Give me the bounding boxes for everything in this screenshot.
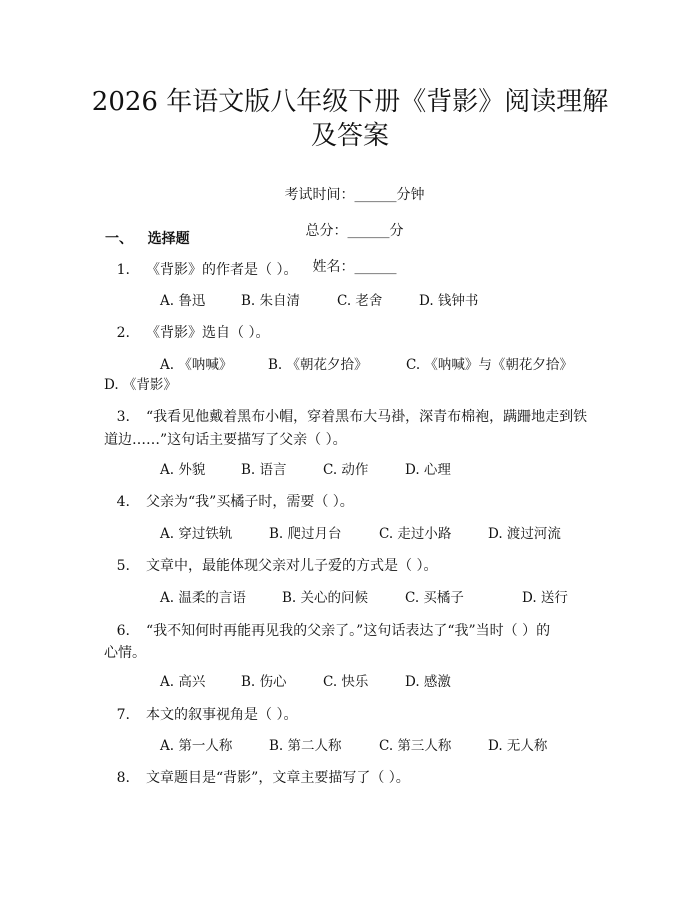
question-6-options [160,672,451,692]
question-number: 3. [116,409,130,425]
question-3 [104,406,596,429]
option-a: A. 《呐喊》 [160,357,233,373]
option-d: D. 心理 [405,462,451,478]
question-5 [104,555,596,578]
question-text: “我看见他戴着黑布小帽，穿着黑布大马褂，深青布棉袍，蹒跚地走到铁 [146,409,588,425]
question-7 [104,704,596,727]
option-c: C. 买橘子 [405,590,464,606]
option-c: C. 快乐 [323,674,369,690]
question-text: 文章中，最能体现父亲对儿子爱的方式是（ ）。 [146,558,438,574]
question-number: 4. [116,494,130,510]
option-d: D. 钱钟书 [419,293,479,309]
student-name-label: 姓名：______ [312,259,397,275]
option-d: D. 无人称 [488,738,548,754]
question-2-options [160,355,573,375]
question-number: 8. [116,770,130,786]
question-text: 《背影》选自（ ）。 [146,325,270,341]
question-3-continued [104,429,596,452]
option-d: D. 感激 [405,674,451,690]
question-number: 7. [116,707,130,723]
option-c: C. 第三人称 [379,738,452,754]
option-a: A. 温柔的言语 [160,590,246,606]
question-2-options-wrap [104,375,177,395]
exam-time-label: 考试时间：______分钟 [284,187,425,203]
option-c: C. 动作 [323,462,369,478]
option-a: A. 穿过铁轨 [160,526,233,542]
option-b: B. 第二人称 [269,738,342,754]
question-1 [104,259,596,282]
option-a: A. 鲁迅 [160,293,206,309]
question-number: 1. [116,262,130,278]
option-b: B. 关心的问候 [282,590,369,606]
page-title-line-1: 2026 年语文版八年级下册《背影》阅读理解 [91,87,609,117]
option-b: B. 朱自清 [241,293,301,309]
question-text: 父亲为“我”买橘子时，需要（ ）。 [146,494,354,510]
question-6 [104,620,596,643]
option-c: C. 《呐喊》与《朝花夕拾》 [406,357,573,373]
question-7-options [160,736,547,756]
total-score-label: 总分：______分 [305,223,404,239]
question-4 [104,491,596,514]
question-1-options [160,291,478,311]
question-text: “我不知何时再能再见我的父亲了。”这句话表达了“我”当时（ ）的 [146,623,551,639]
option-d: D. 渡过河流 [488,526,561,542]
option-b: B. 语言 [241,462,287,478]
option-a: A. 外貌 [160,462,206,478]
question-8 [104,767,596,790]
option-a: A. 第一人称 [160,738,233,754]
question-text: 本文的叙事视角是（ ）。 [146,707,298,723]
question-text: 《背影》的作者是（ ）。 [146,262,298,278]
option-c: C. 走过小路 [379,526,452,542]
question-5-options [160,588,568,608]
option-c: C. 老舍 [337,293,383,309]
question-3-options [160,460,451,480]
option-b: B. 爬过月台 [269,526,342,542]
section-heading: 一、 选择题 [105,231,190,247]
question-6-continued [104,642,596,665]
option-d: D. 《背影》 [104,377,177,393]
option-b: B. 《朝花夕拾》 [268,357,368,373]
page-title-line-2: 及答案 [310,121,389,151]
option-b: B. 伤心 [241,674,287,690]
question-text-continued: 心情。 [104,645,146,661]
question-2 [104,322,596,345]
option-d: D. 送行 [522,590,568,606]
question-number: 6. [116,623,130,639]
question-text: 文章题目是“背影”，文章主要描写了（ ）。 [146,770,410,786]
option-a: A. 高兴 [160,674,206,690]
question-number: 5. [116,558,130,574]
question-number: 2. [116,325,130,341]
question-4-options [160,524,561,544]
question-text-continued: 道边……”这句话主要描写了父亲（ ）。 [104,432,347,448]
